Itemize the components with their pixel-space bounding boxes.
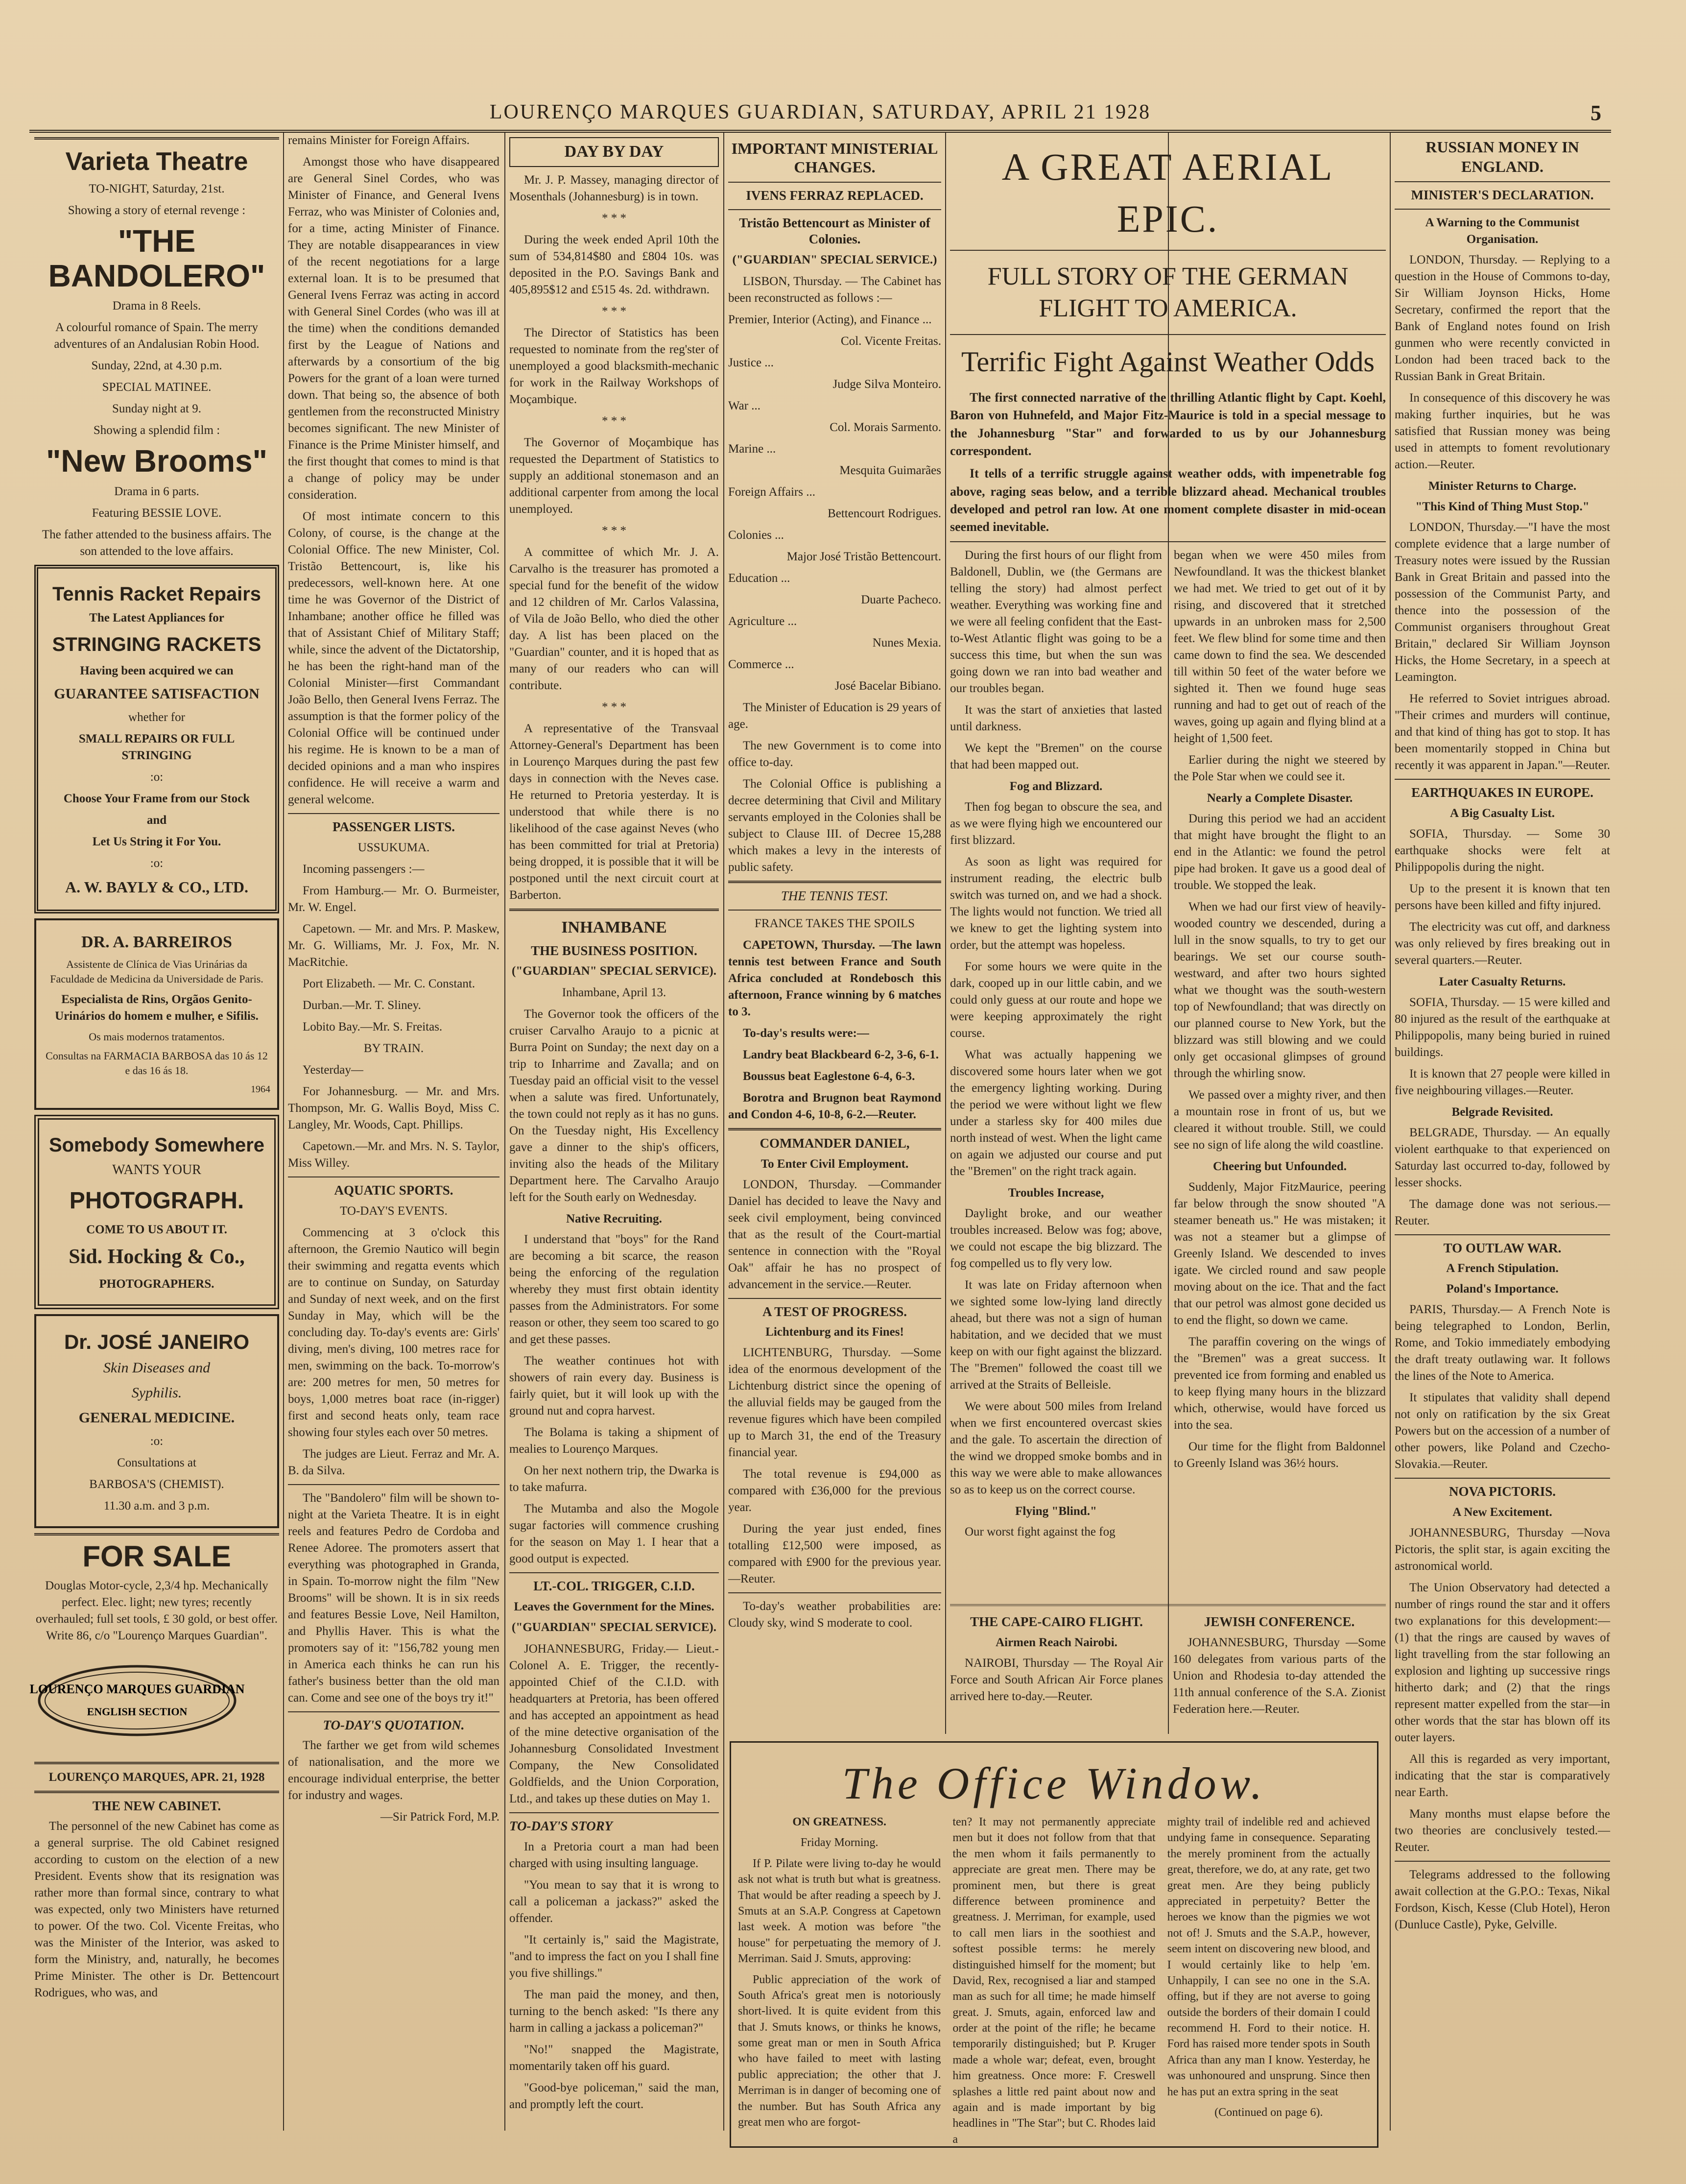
day-by-day-title: DAY BY DAY bbox=[564, 143, 664, 161]
tennis-acquired: Having been acquired we can bbox=[80, 664, 234, 677]
epic-columns bbox=[950, 547, 1386, 1545]
divider bbox=[288, 1176, 499, 1177]
nova-para: All this is regarded as very important, indicating that the star is comparatively near Earth. bbox=[1395, 1752, 1610, 1799]
divider bbox=[509, 1812, 719, 1813]
epic-para: For some hours we were quite in the dark, cooped up in our little cabin, and we could only guess at our route and hope we were keeping approximately the right course. bbox=[950, 960, 1162, 1040]
divider bbox=[288, 1711, 499, 1712]
progress-sub: Lichtenburg and its Fines! bbox=[765, 1325, 904, 1339]
barreiros-line: Especialista de Rins, Orgãos Genito-Urinários do homem e mulher, e Sifilis. bbox=[55, 992, 259, 1023]
dbd-item: The Governor of Moçambique has requested the Department of Statistics to supply an additional stonemason and an additional carpenter from among the local unemployed. bbox=[509, 435, 719, 516]
separator: :o: bbox=[150, 856, 164, 870]
divider bbox=[34, 1791, 279, 1793]
aquatic-text: Commencing at 3 o'clock this afternoon, the Gremio Nautico will begin their swimming and regatta events which are to continue on Sunday, on Saturday and Sunday of next week, and on the first Sunday in May, which will be the concluding day. To-day's events are: Girls' diving, men's diving, 100 metres race for men, swimming on the back. To-morrow's are: 200 metres for men, 50 metres for boys, 1,000 metres boat race (in-rigger) first and second heats only, team race showing four styles each over 50 metres. bbox=[288, 1225, 499, 1439]
divider bbox=[728, 1298, 941, 1299]
cabinet-role: Agriculture ... bbox=[728, 615, 797, 628]
column-rule bbox=[945, 132, 946, 1734]
ivens-title: IVENS FERRAZ REPLACED. bbox=[746, 188, 924, 203]
nova-sub: A New Excitement. bbox=[1452, 1506, 1552, 1519]
bandolero-review: The "Bandolero" film will be shown to-night at the Varieta Theatre. It is in eight reels and features Pedro de Cordoba and Renee Adoree. The promoters assert that everything was photographed in Granda, in Spain. To-morrow night the film "New Brooms" will be shown. It is in six reeds and features Bessie Love, Neil Hamilton, and Phyllis Haver. This is what the promoters say of it: "156,782 young men in America each thinks he can run his father's business better than the old man can. Come and see one of the boys try it!" bbox=[288, 1491, 499, 1704]
inhambane-service: ("GUARDIAN" SPECIAL SERVICE). bbox=[512, 964, 716, 978]
epic-column-right bbox=[1174, 547, 1386, 1545]
passenger-line: Durban.—Mr. T. Sliney. bbox=[303, 998, 421, 1012]
father-text: The father attended to the business affairs. The son attended to the love affairs. bbox=[42, 528, 272, 558]
passenger-line: Port Elizabeth. — Mr. C. Constant. bbox=[303, 977, 475, 990]
tristao-title: Tristão Bettencourt as Minister of Colonies. bbox=[739, 215, 930, 247]
epic-para: Then fog began to obscure the sea, and as we were flying high we encountered our first blizzard. bbox=[950, 800, 1162, 847]
epic-subtitle: FULL STORY OF THE GERMAN FLIGHT TO AMERICA. bbox=[987, 263, 1349, 323]
bolama-text: The Bolama is taking a shipment of mealies to Lourenço Marques. bbox=[509, 1426, 719, 1456]
bandolero-title: "THE BANDOLERO" bbox=[48, 223, 265, 293]
janeiro-ad bbox=[34, 1314, 279, 1528]
theatre-tonight: TO-NIGHT, Saturday, 21st. bbox=[89, 182, 225, 196]
epic-lead: The first connected narrative of the thrilling Atlantic flight by Capt. Koehl, Baron von Huhnefeld, and Major Fitz-Maurice is told in a special message to the Johannesburg "Star" and forwarded to us by our Johannesburg correspondent. bbox=[950, 390, 1386, 458]
divider bbox=[34, 1533, 279, 1536]
stars-separator: * * * bbox=[602, 700, 626, 714]
epic-para: We were about 500 miles from Ireland when we first encountered overcast skies and the gale. To ascertain the direction of the wind we dropped smoke bombs and in this way we were able to make allowances so as to keep us on the correct course. bbox=[950, 1399, 1162, 1496]
story-line: In a Pretoria court a man had been charged with using insulting language. bbox=[509, 1840, 719, 1870]
divider bbox=[509, 909, 719, 911]
inhambane-sub: THE BUSINESS POSITION. bbox=[531, 943, 697, 958]
disaster-title: Nearly a Complete Disaster. bbox=[1207, 791, 1353, 805]
tennis-and: and bbox=[146, 813, 167, 827]
office-window-title: The Office Window. bbox=[842, 1758, 1266, 1808]
epic-para: When we had our first view of heavily-wooded country we descended, during a lull in the snow squalls, to try to get our bearings. We set our course south-westward, and after two hours sighted what we thought was the south-western top of Newfoundland; that was directly on our planned course to New York, but the blizzard was still blowing and we could only get occasional glimpses of ground through the whirling snow. bbox=[1174, 900, 1386, 1080]
passenger-line: Capetown. — Mr. and Mrs. P. Maskew, Mr. G. Williams, Mr. J. Fox, Mr. N. MacRitchie. bbox=[288, 922, 499, 969]
cabinet-name: Mesquita Guimarães bbox=[839, 464, 941, 478]
epic-para: We kept the "Bremen" on the course that had been mapped out. bbox=[950, 741, 1162, 771]
separator: :o: bbox=[150, 770, 164, 784]
column-rule bbox=[504, 132, 505, 2131]
somebody-title: Somebody Somewhere bbox=[48, 1134, 265, 1156]
tennis-small: SMALL REPAIRS OR FULL STRINGING bbox=[78, 732, 235, 762]
divider bbox=[1395, 1234, 1610, 1235]
special-service: ("GUARDIAN" SPECIAL SERVICE.) bbox=[732, 253, 937, 267]
cabinet-name: Judge Silva Monteiro. bbox=[832, 378, 941, 391]
divider bbox=[1395, 779, 1610, 780]
passenger-line: For Johannesburg. — Mr. and Mrs. Thompson, Mr. G. Wallis Boyd, Miss C. Langley, Mr. Woods, Capt. Phillips. bbox=[288, 1084, 499, 1131]
story-line: "Good-bye policeman," said the man, and promptly left the court. bbox=[509, 2081, 719, 2111]
later-title: Later Casualty Returns. bbox=[1439, 975, 1566, 988]
troubles-title: Troubles Increase, bbox=[1008, 1186, 1104, 1200]
weather-text: The weather continues hot with showers of rain every day. Business is fairly quiet, but it will look up with the ground nut and copra harvest. bbox=[509, 1354, 719, 1418]
divider bbox=[34, 1762, 279, 1764]
janeiro-general: GENERAL MEDICINE. bbox=[78, 1409, 235, 1426]
passenger-line: From Hamburg.— Mr. O. Burmeister, Mr. W. Engel. bbox=[288, 884, 499, 914]
quotation-title: TO-DAY'S QUOTATION. bbox=[323, 1717, 465, 1732]
quotation-author: —Sir Patrick Ford, M.P. bbox=[380, 1810, 499, 1824]
passenger-line: Yesterday— bbox=[303, 1063, 363, 1077]
page-number: 5 bbox=[1591, 101, 1601, 125]
inhambane-text: The Governor took the officers of the cruiser Carvalho Araujo to a picnic at Burra Point on Sunday; the next day on a trip to Inharrime and Zavalla; and on Tuesday paid an official visit to the vessel when a salute was fired. Unfortunately, the town could not reply as it has no guns. On the Tuesday night, His Excellency gave a dinner to the ship's officers, inviting also the heads of the Military Department here. The Carvalho Araujo left for the South early on Wednesday. bbox=[509, 1008, 719, 1204]
mutamba-text: The Mutamba and also the Mogole sugar factories will commence crushing for the season on May 1. I hear that a good output is expected. bbox=[509, 1502, 719, 1566]
sunday-matinee-date: Sunday, 22nd, at 4.30 p.m. bbox=[91, 359, 222, 373]
janeiro-title: Dr. JOSÉ JANEIRO bbox=[64, 1330, 250, 1353]
minister-decl: MINISTER'S DECLARATION. bbox=[1411, 188, 1594, 202]
lisbon-text: LISBON, Thursday. — The Cabinet has been reconstructed as follows :— bbox=[728, 275, 941, 305]
somebody-wants: WANTS YOUR bbox=[112, 1162, 201, 1178]
outlaw-para: PARIS, Thursday.— A French Note is being telegraphed to London, Berlin, Rome, and Tokio immediately embodying the draft treaty outlawing war. It follows the lines of the Note to America. bbox=[1395, 1303, 1610, 1383]
epic-para: It was the start of anxieties that lasted until darkness. bbox=[950, 703, 1162, 733]
dwarka-text: On her next nothern trip, the Dwarka is to take mafurra. bbox=[509, 1464, 719, 1494]
janeiro-consult: Consultations at bbox=[117, 1456, 196, 1469]
cape-cairo-item bbox=[950, 1609, 1163, 1731]
inhambane-title: INHAMBANE bbox=[561, 918, 667, 936]
office-window-box bbox=[730, 1741, 1378, 2148]
column-rule bbox=[283, 132, 284, 2131]
logo-bottom-text: ENGLISH SECTION bbox=[87, 1705, 188, 1718]
earthquake-title: EARTHQUAKES IN EUROPE. bbox=[1411, 785, 1593, 800]
cabinet-title: THE NEW CABINET. bbox=[92, 1798, 221, 1813]
earthquake-para: SOFIA, Thursday. — 15 were killed and 80 injured as the result of the earthquake at Philippopolis, many being buried in ruined buildings. bbox=[1395, 995, 1610, 1059]
weather-probabilities: To-day's weather probabilities are: Cloudy sky, wind S moderate to cool. bbox=[728, 1600, 941, 1630]
divider bbox=[1395, 209, 1610, 210]
earthquake-sub: A Big Casualty List. bbox=[1450, 806, 1555, 820]
nova-para: Many months must elapse before the two theories are conclusively tested.—Reuter. bbox=[1395, 1807, 1610, 1854]
cabinet-text: The personnel of the new Cabinet has come as a general surprise. The old Cabinet resigned according to custom on the election of a new President. Events show that its resignation was rather more than formal since, contrary to what was expected, only two Ministers have returned to power. Of the two. Col. Vicente Freitas, who was the Minister of the Interior, was asked to form the Ministry, and, naturally, he becomes Prime Minister. The other is Dr. Bettencourt Rodrigues, who was, and bbox=[34, 1820, 279, 2000]
stars-separator: * * * bbox=[602, 414, 626, 428]
belgrade-title: Belgrade Revisited. bbox=[1451, 1105, 1553, 1119]
tennis-test-title: THE TENNIS TEST. bbox=[781, 888, 889, 904]
epic-para: Our time for the flight from Baldonnel to Greenly Island was 36½ hours. bbox=[1174, 1440, 1386, 1470]
passenger-line: Incoming passengers :— bbox=[303, 862, 425, 876]
jewish-title: JEWISH CONFERENCE. bbox=[1204, 1614, 1355, 1629]
divider bbox=[288, 1484, 499, 1485]
office-columns bbox=[738, 1814, 1370, 2146]
nova-title: NOVA PICTORIS. bbox=[1449, 1484, 1556, 1499]
story-title: TO-DAY'S STORY bbox=[509, 1819, 613, 1834]
earthquake-para: The electricity was cut off, and darkness was only relieved by fires breaking out in several quarters.—Reuter. bbox=[1395, 920, 1610, 967]
epic-para: began when we were 450 miles from Newfoundland. It was the thickest blanket we had met. We tried to get out of it by rising, and discovered that it stretched upwards in an unbroken mass for 2,500 feet. We flew blind for some time and then came down to find the sea. We descended till within 50 feet of the water before we sighted it. Then we found huge seas running and had to get out of reach of the waves, going up again and flying blind at a height of 1,500 feet. bbox=[1174, 548, 1386, 745]
somebody-photo: PHOTOGRAPH. bbox=[69, 1187, 244, 1214]
epic-para: During this period we had an accident that might have brought the flight to an end in the Atlantic: we found the petrol pipe had broken. It gave us a good deal of trouble. We stopped the leak. bbox=[1174, 812, 1386, 892]
ad-code: 1964 bbox=[251, 1084, 270, 1095]
somebody-sid: Sid. Hocking & Co., bbox=[69, 1245, 245, 1268]
epic-para: Daylight broke, and our weather troubles increased. Below was fog; above, we could not escape the big blizzard. The fog compelled us to fly very low. bbox=[950, 1206, 1162, 1270]
epic-para: The paraffin covering on the wings of the "Bremen" was a great success. It prevented ice from forming and enabled us to keep flying many hours in the blizzard which, otherwise, would have forced us into the sea. bbox=[1174, 1335, 1386, 1432]
office-column bbox=[738, 1814, 941, 2128]
jewish-conference-item bbox=[1173, 1609, 1386, 1731]
colonial-office: The Colonial Office is publishing a decree determining that Civil and Military servants employed in the Colonies shall be subject to Clause III. of Decree 15,288 which makes a levy in the interests of public safety. bbox=[728, 777, 941, 874]
divider bbox=[34, 137, 279, 140]
barreiros-line: Consultas na FARMACIA BARBOSA das 10 ás 12 e das 16 ás 18. bbox=[46, 1050, 268, 1077]
cabinet-role: War ... bbox=[728, 399, 761, 413]
editorial-dateline: LOURENÇO MARQUES, APR. 21, 1928 bbox=[48, 1770, 265, 1784]
tennis-report: CAPETOWN, Thursday. —The lawn tennis test between France and South Africa concluded at Rondebosch this afternoon, France winning by 6 matches to 3. bbox=[728, 938, 941, 1018]
russian-para: LONDON, Thursday.—"I have the most complete evidence that a large number of Treasury notes were issued by the Russian Bank in Great Britain and passed into the possession of the Communist Party, and thence into the possession of the Communist organisers throughout Great Britain," declared Sir William Joynson Hicks, the Home Secretary, in a speech at Leamington. bbox=[1395, 520, 1610, 684]
divider bbox=[1395, 1861, 1610, 1862]
masthead bbox=[29, 100, 1611, 133]
aquatic-sub: TO-DAY'S EVENTS. bbox=[340, 1204, 448, 1218]
office-para: If P. Pilate were living to-day he would ask not what is truth but what is greatness. That would be after reading a speech by J. Smuts at an S.A.P. Congress at Capetown last week. A motion was before "the house" for perpetuating the memory of J. Merriman. Said J. Smuts, approving: bbox=[738, 1857, 941, 1966]
epic-title: A GREAT AERIAL EPIC. bbox=[1001, 145, 1334, 240]
story-line: The man paid the money, and then, turning to the bench asked: "Is there any harm in calling a jackass a policeman?" bbox=[509, 1988, 719, 2035]
outlaw-title: TO OUTLAW WAR. bbox=[1443, 1240, 1562, 1255]
special-matinee: SPECIAL MATINEE. bbox=[102, 381, 212, 394]
new-brooms-parts: Drama in 6 parts. bbox=[114, 484, 199, 498]
tennis-bayly: A. W. BAYLY & CO., LTD. bbox=[65, 878, 249, 896]
epic-column-left bbox=[950, 547, 1162, 1545]
continued-note: (Continued on page 6). bbox=[1214, 2106, 1323, 2119]
new-brooms-title: "New Brooms" bbox=[46, 443, 267, 479]
column-day-by-day bbox=[509, 132, 719, 2131]
native-text: I understand that "boys" for the Rand are becoming a bit scarce, the reason being the enforcing of the regulation whereby they must first obtain identity passes from the Administrators. For some reason or other, they seem too scared to go and get these passes. bbox=[509, 1233, 719, 1346]
cabinet-name: Nunes Mexia. bbox=[872, 636, 941, 650]
masthead-title: LOURENÇO MARQUES GUARDIAN, SATURDAY, APRIL 21 1928 bbox=[489, 101, 1151, 123]
editorial-para: remains Minister for Foreign Affairs. bbox=[288, 134, 470, 147]
epic-para: During the first hours of our flight from Baldonell, Dublin, we (the Germans are telling the story) had almost perfect weather. Everything was working fine and we were all feeling confident that the East-to-West Atlantic flight was going to be a success this time, but when the sun was going down we ran into bad weather and our troubles began. bbox=[950, 548, 1162, 695]
tennis-ad bbox=[34, 565, 279, 914]
by-train: BY TRAIN. bbox=[363, 1041, 424, 1055]
logo-top-text: LOURENÇO MARQUES GUARDIAN bbox=[29, 1681, 245, 1696]
epic-lead: It tells of a terrific struggle against weather odds, with impenetrable fog above, raging seas below, and a terrible blizzard ahead. Mechanical troubles developed and petrol ran low. At one moment complete disaster in mid-ocean seemed inevitable. bbox=[950, 466, 1386, 534]
russian-para: He referred to Soviet intrigues abroad. "Their crimes and murders will continue, and that kind of thing has got to stop. It has been momentarily stopped in China but recently it was apparent in Japan."—Reuter. bbox=[1395, 692, 1610, 772]
divider bbox=[728, 1128, 941, 1130]
divider bbox=[728, 910, 941, 911]
divider bbox=[950, 1604, 1386, 1606]
capecairo-sub: Airmen Reach Nairobi. bbox=[996, 1635, 1117, 1649]
janeiro-syph: Syphilis. bbox=[131, 1385, 182, 1401]
janeiro-barbosa: BARBOSA'S (CHEMIST). bbox=[89, 1477, 224, 1491]
passenger-line: Lobito Bay.—Mr. S. Freitas. bbox=[303, 1020, 443, 1033]
featuring: Featuring BESSIE LOVE. bbox=[92, 506, 222, 520]
warning-title: A Warning to the Communist Organisation. bbox=[1425, 216, 1580, 246]
bandolero-desc: A colourful romance of Spain. The merry adventures of an Andalusian Robin Hood. bbox=[54, 321, 260, 351]
passenger-line: Capetown.—Mr. and Mrs. N. S. Taylor, Miss Willey. bbox=[288, 1139, 499, 1170]
dbd-item: During the week ended April 10th the sum of 534,814$80 and £804 10s. was deposited in the P.O. Savings Bank and 405,895$12 and £515 4s. 2d. withdrawn. bbox=[509, 233, 719, 296]
tennis-result: Boussus beat Eaglestone 6-4, 6-3. bbox=[743, 1069, 915, 1083]
day-by-day-header bbox=[509, 137, 719, 167]
telegrams-para: Telegrams addressed to the following await collection at the G.P.O.: Texas, Nikal Fordson, Kisch, Kesse (Club Hotel), Heron (Dunluce Castle), Pyke, Gelville. bbox=[1395, 1868, 1610, 1931]
editorial-para: Amongst those who have disappeared are General Sinel Cordes, who was Minister of Finance, and General Ivens Ferraz, who was Minister of Colonies and, for a time, acting Minister of Finance. They are notable disappearances in view of the recent negotiations for a large external loan. It is to be presumed that General Ivens Ferraz was acting in accord with General Sinel Cordes (who was ill at the time) when the conditions demanded first by the League of Nations and afterwards by a consortium of the big Powers for the grant of a loan were turned down. That being so, the absence of both gentlemen from the reconstructed Ministry becomes significant. The new Minister of Finance is the Prime Minister himself, and the first thought that comes to mind is that a change of policy may be under consideration. bbox=[288, 155, 499, 502]
bandolero-reels: Drama in 8 Reels. bbox=[112, 299, 201, 313]
nova-para: The Union Observatory had detected a number of rings round the star and it offers two explanations for this development:— (1) that the rings are caused by waves of light travelling from the star following an explosion and lighting up successive rings hitherto dark; and (2) that the rings represent matter expelled from the star—in other words that the star has blown off its outer layers. bbox=[1395, 1581, 1610, 1744]
barreiros-line: Os mais modernos tratamentos. bbox=[89, 1030, 225, 1043]
capecairo-text: NAIROBI, Thursday — The Royal Air Force and South African Air Force planes arrived here to-day.—Reuter. bbox=[950, 1656, 1163, 1703]
new-govt: The new Government is to come into office to-day. bbox=[728, 739, 941, 769]
stars-separator: * * * bbox=[602, 524, 626, 537]
column-ministerial bbox=[728, 132, 941, 1734]
somebody-photographers: PHOTOGRAPHERS. bbox=[99, 1277, 214, 1291]
office-sub: ON GREATNESS. bbox=[792, 1816, 886, 1828]
column-rule bbox=[723, 132, 724, 2131]
divider bbox=[728, 182, 941, 183]
divider bbox=[509, 1572, 719, 1573]
cheering-title: Cheering but Unfounded. bbox=[1213, 1159, 1347, 1173]
quotation-text: The farther we get from wild schemes of nationalisation, and the more we encourage individual enterprise, the better for industry and wages. bbox=[288, 1739, 499, 1802]
divider bbox=[728, 209, 941, 210]
stars-separator: * * * bbox=[602, 211, 626, 225]
photograph-ad bbox=[34, 1115, 279, 1309]
dbd-item: A committee of which Mr. J. A. Carvalho is the treasurer has promoted a special fund for the benefit of the widow and 12 children of Mr. Carlos Valassina, of Vila de João Bello, who died the other day. A list has been placed on the "Guardian" counter, and it is hoped that as many of our readers who can will contribute. bbox=[509, 545, 719, 692]
divider bbox=[950, 334, 1386, 335]
barreiros-line: Assistente de Clínica de Vias Urinárias da Faculdade de Medicina da Universidade de Paris. bbox=[50, 958, 263, 985]
tennis-whether: whether for bbox=[128, 710, 185, 724]
epic-para: Suddenly, Major FitzMaurice, peering far below through the snow shouted "A steamer beneath us." He was mistaken; it was not a steamer but a glimpse of Greenly Island. We descended to inves igate. We circled round and saw people moving about on the ice. That and the fact that our petrol was almost gone decided us to end the flight, so down we came. bbox=[1174, 1180, 1386, 1327]
divider bbox=[950, 541, 1386, 542]
stars-separator: * * * bbox=[602, 304, 626, 318]
office-para: mighty trail of indelible red and achieved undying fame in consequence. Separating the merely prominent from the actually great, therefore, we do, at any rate, get two great men. Are they being publicly appreciated in perpetuity? Better the heroes we know than the pigmies we wot not of! J. Smuts and the S.A.P., however, seem intent on discovering new blood, and I would certainly like to help 'em. Unhappily, I can see no one in the S.A. offing, but if they are not averse to going outside the borders of their domain I could recommend H. Ford to their notice. H. Ford has raised more tender spots in South Africa than any man I know. Yesterday, he was unhonoured and unsprung. Since then he has put an extra spring in the seat bbox=[1167, 1816, 1370, 2098]
earthquake-para: BELGRADE, Thursday. — An equally violent earthquake to that experienced on Saturday last occurred to-day, followed by lesser shocks. bbox=[1395, 1126, 1610, 1189]
cabinet-role: Commerce ... bbox=[728, 658, 794, 672]
cabinet-role: Justice ... bbox=[728, 356, 774, 370]
cabinet-role: Foreign Affairs ... bbox=[728, 485, 815, 499]
native-recruiting-title: Native Recruiting. bbox=[566, 1212, 662, 1226]
trigger-text: JOHANNESBURG, Friday.— Lieut.-Colonel A. E. Trigger, the recently-appointed Chief of the C.I.D. with headquarters at Pretoria, has been offered and has accepted an appointment as head of the mine detective organisation of the Johannesburg Consolidated Investment Company, the New Consolidated Goldfields, and the Union Corporation, Ltd., and takes up these duties on May 1. bbox=[509, 1642, 719, 1806]
divider bbox=[288, 813, 499, 814]
earthquake-para: It is known that 27 people were killed in five neighbouring villages.—Reuter. bbox=[1395, 1067, 1610, 1097]
epic-subtitle-2: Terrific Fight Against Weather Odds bbox=[961, 346, 1375, 378]
story-line: "You mean to say that it is wrong to call a policeman a jackass?" asked the offender. bbox=[509, 1878, 719, 1925]
cabinet-name: Duarte Pacheco. bbox=[861, 593, 941, 607]
todays-results: To-day's results were:— bbox=[743, 1026, 869, 1040]
janeiro-skin: Skin Diseases and bbox=[103, 1360, 211, 1376]
barreiros-title: DR. A. BARREIROS bbox=[81, 933, 232, 952]
dbd-item: A representative of the Transvaal Attorney-General's Department has been in Lourenço Marques during the past few days in connection with the Neves case. He returned to Pretoria yesterday. It is understood that while there is no likelihood of the case against Neves (who has been committed for trial at Pretoria) being dropped, it is possible that it will be postponed until the next circuit court at Barberton. bbox=[509, 721, 719, 902]
epic-para: We passed over a mighty river, and then a mountain rose in front of us, but we cleared it without trouble. Still, we could see no sign of life along the wild coastline. bbox=[1174, 1088, 1386, 1152]
epic-para: What was actually happening we discovered some hours later when we got the emergency lighting working. During the period we were without light we flew under a starless sky for 400 miles due north instead of west. When the light came on again we adjusted our course and put the "Bremen" on the right track again. bbox=[950, 1048, 1162, 1178]
daniel-sub: To Enter Civil Employment. bbox=[760, 1157, 909, 1171]
outlaw-sub: A French Stipulation. bbox=[1446, 1262, 1559, 1275]
tennis-guarantee: GUARANTEE SATISFACTION bbox=[54, 685, 260, 702]
earthquake-para: Up to the present it is known that ten persons have been killed and fifty injured. bbox=[1395, 882, 1610, 912]
divider bbox=[1395, 1478, 1610, 1479]
aerial-epic-story bbox=[950, 132, 1386, 1734]
editorial-para: Of most intimate concern to this Colony, of course, is the change at the Colonial Office. The new Minister, Col. Tristão Bettencourt, is, like his predecessors, well-known here. At one time he was Governor of the District of Inhambane; another office he filled was that of Assistant Chief of Military Staff; while, since the advent of the Dictatorship, he has been the right-hand man of the Colonial Minister—first Commandant João Bello, then General Ivens Ferraz. The assumption is that the former policy of the Colonial Office will be continued under his regime. He is known to be a man of decided opinions and a man who inspires confidence. He will receive a warm and general welcome. bbox=[288, 510, 499, 806]
cabinet-name: Col. Morais Sarmento. bbox=[830, 421, 941, 434]
france-spoils: FRANCE TAKES THE SPOILS bbox=[755, 916, 915, 930]
cabinet-role: Marine ... bbox=[728, 442, 776, 456]
divider bbox=[728, 1592, 941, 1593]
cabinet-role: Education ... bbox=[728, 572, 790, 585]
janeiro-time: 11.30 a.m. and 3 p.m. bbox=[103, 1499, 210, 1512]
passenger-lists-title: PASSENGER LISTS. bbox=[332, 819, 455, 834]
progress-text: LICHTENBURG, Thursday. —Some idea of the enormous development of the Lichtenburg district since the opening of the alluvial fields may be gauged from the revenue figures which have been compiled up to March 31, the end of the Treasury financial year. bbox=[728, 1346, 941, 1460]
daniel-title: COMMANDER DANIEL, bbox=[760, 1135, 910, 1151]
russian-para: In consequence of this discovery he was making further inquiries, but he was satisfied that Russian money was being used in attempts to foment revolutionary action.—Reuter. bbox=[1395, 391, 1610, 471]
jewish-text: JOHANNESBURG, Thursday —Some 160 delegates from various parts of the Union and Rhodesia to-day attended the 11th annual conference of the S.A. Zionist Federation here.—Reuter. bbox=[1173, 1635, 1386, 1716]
showing-splendid: Showing a splendid film : bbox=[93, 424, 220, 437]
tennis-let: Let Us String it For You. bbox=[92, 835, 221, 848]
blind-title: Flying "Blind." bbox=[1015, 1504, 1097, 1518]
dbd-item: The Director of Statistics has been requested to nominate from the reg'ster of unemployed a good blacksmith-mechanic for work in the Railway Workshops of Moçambique. bbox=[509, 326, 719, 406]
cabinet-name: Col. Vicente Freitas. bbox=[841, 335, 941, 348]
dbd-item: Mr. J. P. Massey, managing director of Mosenthals (Johannesburg) is in town. bbox=[509, 173, 719, 203]
cabinet-role: Premier, Interior (Acting), and Finance ... bbox=[728, 313, 932, 327]
column-editorial-continued bbox=[288, 132, 499, 2131]
daniel-text: LONDON, Thursday. —Commander Daniel has decided to leave the Navy and seek civil employment, being convinced that as the result of the Court-martial sentence in connection with the "Royal Oak" affair he has no prospect of advancement in the service.—Reuter. bbox=[728, 1177, 941, 1291]
aquatic-judges: The judges are Lieut. Ferraz and Mr. A. B. da Silva. bbox=[288, 1447, 499, 1477]
poland-title: Poland's Importance. bbox=[1446, 1282, 1559, 1296]
story-line: "No!" snapped the Magistrate, momentarily taken off his guard. bbox=[509, 2042, 719, 2073]
earthquake-para: SOFIA, Thursday. — Some 30 earthquake shocks were felt at Philippopolis during the night. bbox=[1395, 827, 1610, 874]
russian-para: LONDON, Thursday. — Replying to a question in the House of Commons to-day, Sir William Joynson Hicks, Home Secretary, confirmed the report that the Bank of England notes found on Irish gunmen who were recently convicted in London had been traced back to the Russian Bank in Great Britain. bbox=[1395, 253, 1610, 383]
imc-title: IMPORTANT MINISTERIAL CHANGES. bbox=[731, 140, 938, 176]
epic-para: It was late on Friday afternoon when we sighted some low-lying land directly ahead, but there was not a sign of human habitation, and we decided that we must keep on with our fight against the blizzard. The "Bremen" followed the coast till we arrived at the Straits of Belleisle. bbox=[950, 1278, 1162, 1392]
tennis-title: Tennis Racket Repairs bbox=[52, 583, 261, 605]
education-age: The Minister of Education is 29 years of age. bbox=[728, 701, 941, 731]
column-advertisements bbox=[29, 132, 279, 2131]
trigger-sub: Leaves the Government for the Mines. bbox=[514, 1600, 714, 1614]
earthquake-para: The damage done was not serious.—Reuter. bbox=[1395, 1197, 1610, 1227]
kind-title: "This Kind of Thing Must Stop." bbox=[1415, 500, 1590, 513]
separator: :o: bbox=[150, 1434, 164, 1448]
divider bbox=[1395, 181, 1610, 182]
fines-text: During the year just ended, fines totalling £12,500 were imposed, as compared with £900 for the previous year.—Reuter. bbox=[728, 1522, 941, 1586]
office-date: Friday Morning. bbox=[800, 1836, 879, 1849]
column-rule bbox=[1390, 132, 1391, 2131]
revenue-text: The total revenue is £94,000 as compared with £36,000 for the previous year. bbox=[728, 1467, 941, 1514]
barreiros-ad bbox=[34, 918, 279, 1110]
epic-para: As soon as light was required for instrument reading, the electric bulb switch was turned on, and we had a shock. The lights would not function. We tried all we knew to get the lighting system into order, but the attempt was hopeless. bbox=[950, 855, 1162, 952]
tennis-stringing: STRINGING RACKETS bbox=[52, 633, 261, 655]
tennis-latest: The Latest Appliances for bbox=[89, 611, 224, 624]
theatre-title: Varieta Theatre bbox=[65, 147, 248, 176]
divider bbox=[728, 881, 941, 883]
for-sale-title: FOR SALE bbox=[82, 1539, 231, 1573]
progress-title: A TEST OF PROGRESS. bbox=[762, 1304, 907, 1319]
office-column bbox=[952, 1814, 1156, 2146]
somebody-come: COME TO US ABOUT IT. bbox=[86, 1223, 227, 1236]
tennis-result: Landry beat Blackbeard 6-2, 3-6, 6-1. bbox=[743, 1048, 939, 1061]
sunday-night: Sunday night at 9. bbox=[112, 402, 201, 416]
office-para: Public appreciation of the work of South Africa's great men is notoriously short-lived. It is quite evident from this that J. Smuts knows, or thinks he knows, some great man or men in South Africa who have failed to meet with lasting public appreciation; the other that J. Merriman is in danger of becoming one of the number. But has South Africa any great men who are forgot- bbox=[738, 1973, 941, 2129]
cabinet-name: José Bacelar Bibiano. bbox=[834, 679, 941, 693]
aquatic-title: AQUATIC SPORTS. bbox=[334, 1182, 453, 1198]
office-column bbox=[1167, 1814, 1370, 2128]
for-sale-text: Douglas Motor-cycle, 2,3/4 hp. Mechanically perfect. Elec. light; new tyres; recently overhauled; full set tools, £ 30 gold, or best offer. Write 86, c/o "Lourenço Marques Guardian". bbox=[36, 1579, 278, 1642]
ussukuma: USSUKUMA. bbox=[357, 840, 430, 854]
cabinet-name: Bettencourt Rodrigues. bbox=[828, 507, 941, 521]
trigger-service: ("GUARDIAN" SPECIAL SERVICE). bbox=[512, 1621, 716, 1634]
story-line: "It certainly is," said the Magistrate, "and to impress the fact on you I shall fine you five shillings." bbox=[509, 1933, 719, 1980]
cabinet-role: Colonies ... bbox=[728, 528, 784, 542]
epic-para: Our worst fight against the fog bbox=[965, 1525, 1116, 1538]
guardian-logo bbox=[29, 1659, 245, 1742]
cabinet-name: Major José Tristão Bettencourt. bbox=[786, 550, 941, 564]
theatre-showing: Showing a story of eternal revenge : bbox=[68, 204, 246, 217]
column-russian-money bbox=[1395, 132, 1610, 2131]
tennis-choose: Choose Your Frame from our Stock bbox=[63, 792, 250, 805]
fog-title: Fog and Blizzard. bbox=[1009, 779, 1103, 793]
outlaw-para: It stipulates that validity shall depend not only on ratification by the six Great Powers but on the accession of a number of other powers, like Poland and Czecho-Slovakia.—Reuter. bbox=[1395, 1391, 1610, 1471]
divider bbox=[950, 250, 1386, 251]
trigger-title: LT.-COL. TRIGGER, C.I.D. bbox=[533, 1579, 695, 1594]
returns-title: Minister Returns to Charge. bbox=[1428, 479, 1577, 493]
russian-title: RUSSIAN MONEY IN ENGLAND. bbox=[1425, 138, 1579, 175]
office-para: ten? It may not permanently appreciate men but it does not follow from that that the men whom it fails permanently to appreciate are great men. There may be prominent men, but there is great difference between prominence and greatness. J. Merriman, for example, used to call men liars in the soothiest and softest possible terms: he merely distinguished himself for the moment; but David, Rex, recognised a liar and stamped man as such for all time; he made himself great. J. Smuts, again, enforced law and order at the point of the rifle; he became temporarily distinguished; but P. Kruger made a whole war; defeat, even, brought him greatness. Once more: F. Creswell splashes a little red paint about now and again and is made important by big headlines in "The Star"; but C. Rhodes laid a bbox=[952, 1816, 1156, 2146]
epic-para: Earlier during the night we steered by the Pole Star when we could see it. bbox=[1174, 753, 1386, 783]
inhambane-date: Inhambane, April 13. bbox=[562, 986, 666, 1000]
capecairo-title: THE CAPE-CAIRO FLIGHT. bbox=[970, 1614, 1143, 1629]
tennis-result: Borotra and Brugnon beat Raymond and Condon 4-6, 10-8, 6-2.—Reuter. bbox=[728, 1091, 941, 1121]
nova-para: JOHANNESBURG, Thursday —Nova Pictoris, the split star, is again exciting the astronomical world. bbox=[1395, 1526, 1610, 1573]
